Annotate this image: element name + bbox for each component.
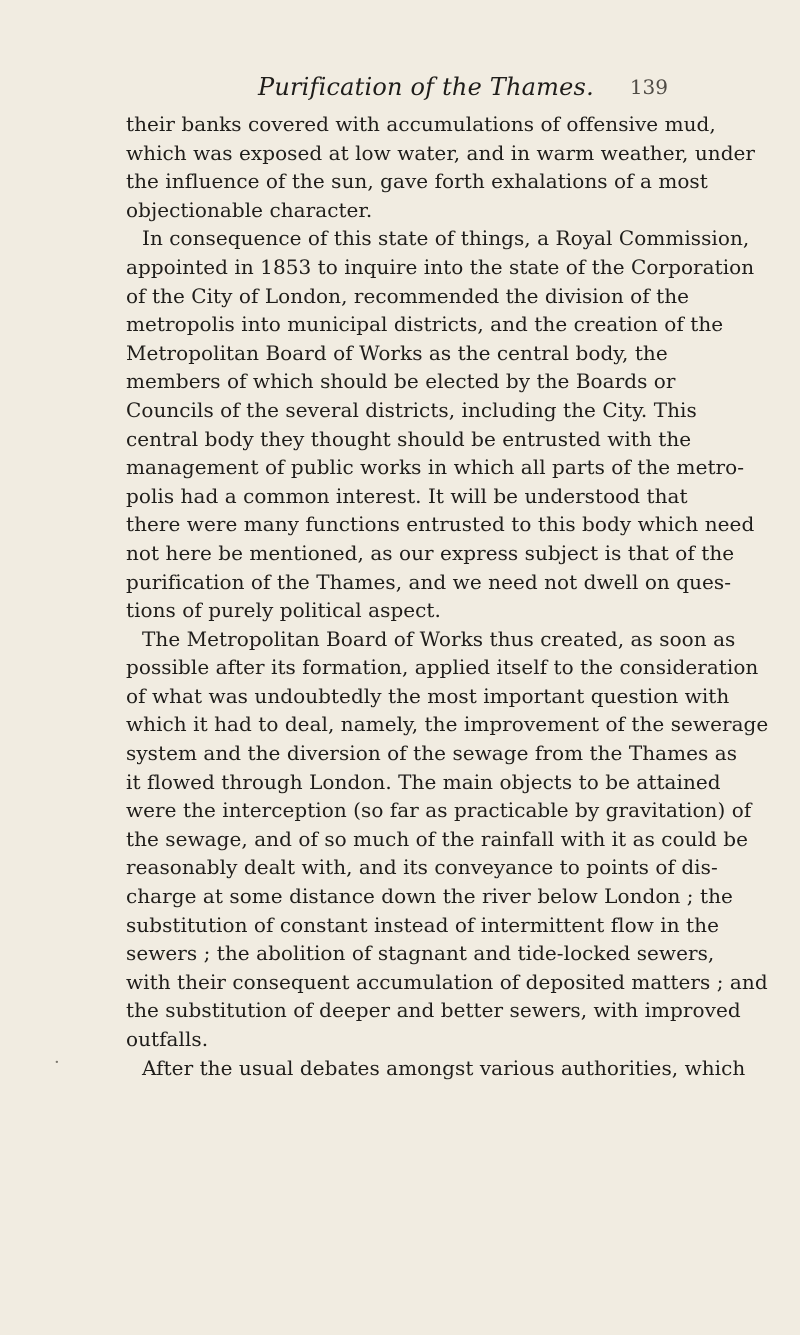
paragraph-first-line: After the usual debates amongst various authorities, which xyxy=(142,1055,746,1080)
text-line: reasonably dealt with, and its conveyance to points of dis- xyxy=(126,855,718,880)
text-line: polis had a common interest. It will be understood that xyxy=(126,483,688,508)
text-line: purification of the Thames, and we need not dwell on ques- xyxy=(126,569,732,594)
margin-speck: · xyxy=(54,1052,60,1073)
text-line: substitution of constant instead of intermittent flow in the xyxy=(126,912,719,937)
paragraph-first-line: In consequence of this state of things, a Royal Commission, xyxy=(142,226,750,251)
text-line: system and the diversion of the sewage from the Thames as xyxy=(126,741,738,766)
text-line: outfalls. xyxy=(126,1027,209,1051)
text-line: not here be mentioned, as our express subject is that of the xyxy=(126,540,735,565)
text-line: the substitution of deeper and better sewers, with improved xyxy=(126,998,741,1023)
running-title: Purification of the Thames. xyxy=(258,73,594,101)
body-text xyxy=(126,110,769,1082)
text-line: metropolis into municipal districts, and the creation of the xyxy=(126,312,724,337)
text-line: members of which should be elected by the Boards or xyxy=(126,369,676,394)
text-line: of the City of London, recommended the division of the xyxy=(126,283,690,308)
text-line: sewers ; the abolition of stagnant and tide-locked sewers, xyxy=(126,941,715,966)
text-line: it flowed through London. The main objects to be attained xyxy=(126,769,721,794)
text-line: management of public works in which all parts of the metro- xyxy=(126,455,745,480)
text-line: the sewage, and of so much of the rainfall with it as could be xyxy=(126,826,749,851)
text-line: with their consequent accumulation of deposited matters ; and xyxy=(126,969,768,994)
text-line: there were many functions entrusted to this body which need xyxy=(126,512,755,537)
text-line: appointed in 1853 to inquire into the state of the Corporation xyxy=(126,254,755,279)
text-line: which it had to deal, namely, the improvement of the sewerage xyxy=(126,712,769,737)
text-line: Metropolitan Board of Works as the central body, the xyxy=(126,340,668,365)
text-line: Councils of the several districts, including the City. This xyxy=(126,397,697,422)
text-line: objectionable character. xyxy=(126,197,373,222)
page-number: 139 xyxy=(629,75,668,99)
text-line: tions of purely political aspect. xyxy=(126,598,441,623)
text-line: of what was undoubtedly the most important question with xyxy=(126,683,730,708)
paragraph-first-line: The Metropolitan Board of Works thus created, as soon as xyxy=(142,626,736,651)
text-line: their banks covered with accumulations of offensive mud, xyxy=(126,112,716,136)
text-line: which was exposed at low water, and in warm weather, under xyxy=(126,140,756,165)
text-line: charge at some distance down the river below London ; the xyxy=(126,884,733,909)
text-line: were the interception (so far as practicable by gravitation) of xyxy=(126,798,752,823)
page-header xyxy=(258,73,668,107)
text-line: possible after its formation, applied itself to the consideration xyxy=(126,655,759,680)
text-line: the influence of the sun, gave forth exhalations of a most xyxy=(126,169,708,194)
text-line: central body they thought should be entrusted with the xyxy=(126,426,692,451)
